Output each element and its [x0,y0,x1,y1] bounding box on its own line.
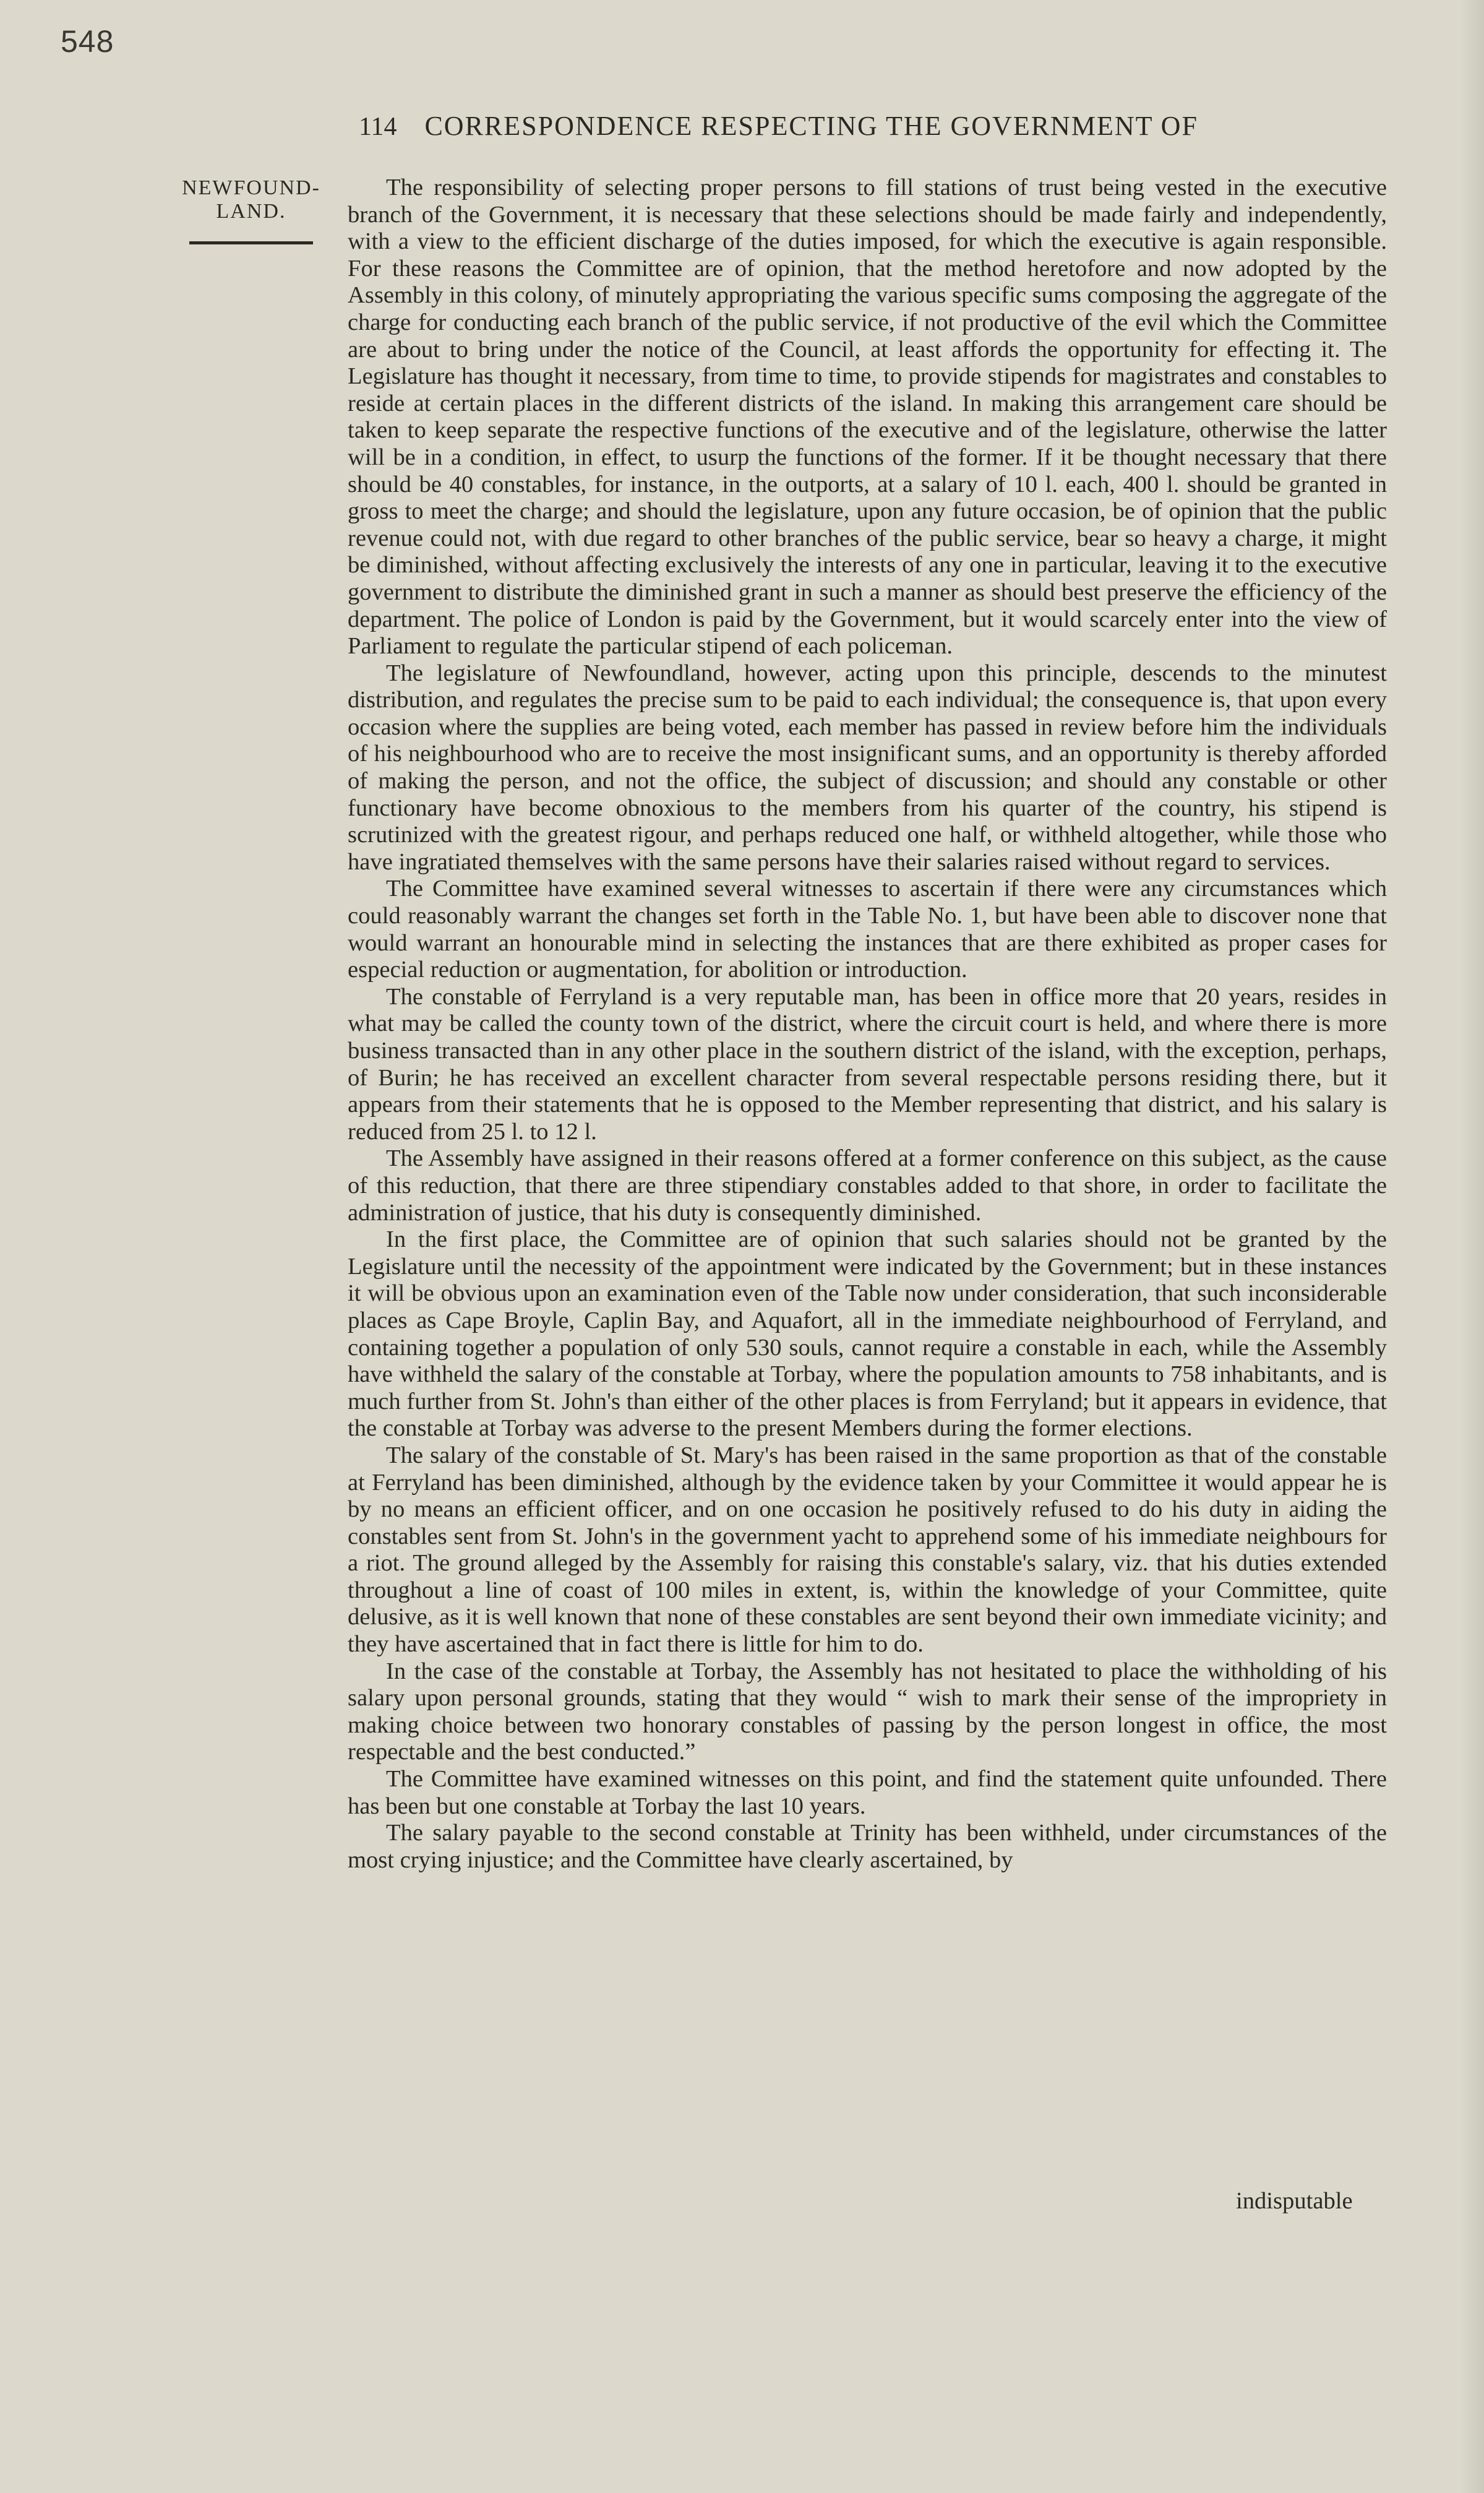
running-head [359,110,1373,142]
paragraph-10: The salary payable to the second constable at Trinity has been withheld, under circumstances of the most crying injustice; and the Committee have clearly ascertained, by [348,1820,1387,1873]
paragraph-3: The Committee have examined several witnesses to ascertain if there were any circumstances which could reasonably warrant the changes set forth in the Table No. 1, but have been able to discover none that would warrant an honourable mind in selecting the instances that are there exhibited as proper cases for especial reduction or augmentation, for abolition or introduction. [348,876,1387,983]
margin-note [171,176,332,223]
running-title: CORRESPONDENCE RESPECTING THE GOVERNMENT OF [424,111,1198,141]
catchword: indisputable [1236,2188,1353,2214]
paragraph-7: The salary of the constable of St. Mary's has been raised in the same proportion as that of the constable at Ferryland has been diminished, although by the evidence taken by your Committee it would appear he is by no means an efficient officer, and on one occasion he positively refused to do his duty in aiding the constables sent from St. John's in the government yacht to apprehend some of his immediate neighbours for a riot. The ground alleged by the Assembly for raising this constable's salary, viz. that his duties extended throughout a line of coast of 100 miles in extent, is, within the knowledge of your Committee, quite delusive, as it is well known that none of these constables are sent beyond their own immediate vicinity; and they have ascertained that in fact there is little for him to do. [348,1442,1387,1658]
paragraph-9: The Committee have examined witnesses on this point, and find the statement quite unfounded. There has been but one constable at Torbay the last 10 years. [348,1766,1387,1819]
folio-number: 114 [359,113,397,141]
paragraph-6: In the first place, the Committee are of opinion that such salaries should not be granted by the Legislature until the necessity of the appointment were indicated by the Government; but in these instances it will be obvious upon an examination even of the Table now under consideration, that such inconsiderable places as Cape Broyle, Caplin Bay, and Aquafort, all in the immediate neighbourhood of Ferryland, and containing together a population of only 530 souls, cannot require a constable in each, while the Assembly have withheld the salary of the constable at Torbay, where the population amounts to 758 inhabitants, and is much further from St. John's than either of the other places is from Ferryland; but it appears in evidence, that the constable at Torbay was adverse to the present Members during the former elections. [348,1226,1387,1442]
body-text [348,174,1387,1874]
paragraph-1: The responsibility of selecting proper persons to fill stations of trust being vested in the executive branch of the Government, it is necessary that these selections should be made fairly and independently, with a view to the efficient discharge of the duties imposed, for which the executive is again responsible. For these reasons the Committee are of opinion, that the method heretofore and now adopted by the Assembly in this colony, of minutely appropriating the various specific sums composing the aggregate of the charge for conducting each branch of the public service, if not productive of the evil which the Committee are about to bring under the notice of the Council, at least affords the opportunity for effecting it. The Legislature has thought it necessary, from time to time, to provide stipends for magistrates and constables to reside at certain places in the different districts of the island. In making this arrangement care should be taken to keep separate the respective functions of the executive and of the legislature, otherwise the latter will be in a condition, in effect, to usurp the functions of the former. If it be thought necessary that there should be 40 constables, for instance, in the outports, at a salary of 10 l. each, 400 l. should be granted in gross to meet the charge; and should the legislature, upon any future occasion, be of opinion that the public revenue could not, with due regard to other branches of the public service, bear so heavy a charge, it might be diminished, without affecting exclusively the interests of any one in particular, leaving it to the executive government to distribute the diminished grant in such a manner as should best preserve the efficiency of the department. The police of London is paid by the Government, but it would scarcely enter into the view of Parliament to regulate the particular stipend of each policeman. [348,174,1387,660]
paragraph-2: The legislature of Newfoundland, however, acting upon this principle, descends to the minutest distribution, and regulates the precise sum to be paid to each individual; the consequence is, that upon every occasion where the supplies are being voted, each member has passed in review before him the individuals of his neighbourhood who are to receive the most insignificant sums, and an opportunity is thereby afforded of making the person, and not the office, the subject of discussion; and should any constable or other functionary have become obnoxious to the members from his quarter of the country, his stipend is scrutinized with the greatest rigour, and perhaps reduced one half, or withheld altogether, while those who have ingratiated themselves with the same persons have their salaries raised without regard to services. [348,660,1387,875]
page-edge-shadow [1459,0,1484,2493]
paragraph-5: The Assembly have assigned in their reasons offered at a former conference on this subject, as the cause of this reduction, that there are three stipendiary constables added to that shore, in order to facilitate the administration of justice, that his duty is consequently diminished. [348,1145,1387,1226]
margin-note-line-1: NEWFOUND- [182,176,320,199]
paragraph-4: The constable of Ferryland is a very reputable man, has been in office more that 20 years, resides in what may be called the county town of the district, where the circuit court is held, and where there is more business transacted than in any other place in the southern district of the island, with the exception, perhaps, of Burin; he has received an excellent character from several respectable persons residing there, but it appears from their statements that he is opposed to the Member representing that district, and his salary is reduced from 25 l. to 12 l. [348,983,1387,1145]
margin-note-line-2: LAND. [216,200,286,223]
paragraph-8: In the case of the constable at Torbay, the Assembly has not hesitated to place the withholding of his salary upon personal grounds, stating that they would “ wish to mark their sense of the impropriety in making choice between two honorary constables of passing by the person longest in office, the most respectable and the best conducted.” [348,1658,1387,1765]
margin-rule [189,241,313,244]
scan-page-number: 548 [61,24,114,59]
